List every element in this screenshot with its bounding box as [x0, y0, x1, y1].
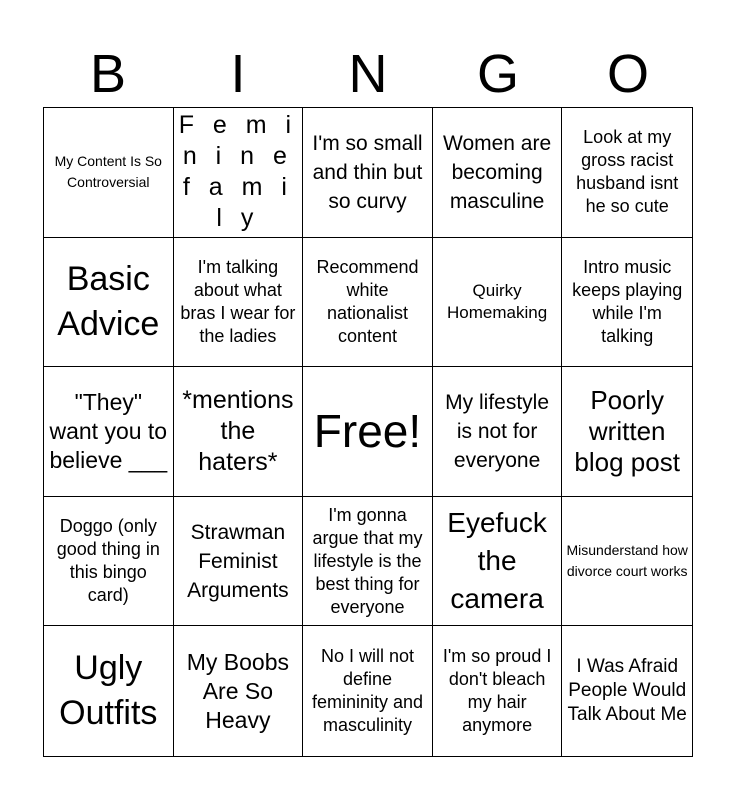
bingo-cell-text: I'm so small and thin but so curvy [312, 131, 423, 213]
bingo-cell-text: Intro music keeps playing while I'm talking [572, 256, 683, 346]
bingo-cell-text: F e m i n i n e f a m i l y [178, 111, 298, 233]
bingo-cell-text: Recommend white nationalist content [316, 256, 419, 346]
bingo-cell-text: My lifestyle is not for everyone [445, 390, 550, 472]
bingo-cell[interactable] [303, 238, 433, 368]
bingo-cell[interactable] [303, 626, 433, 756]
bingo-cell[interactable] [44, 626, 174, 756]
bingo-cell[interactable] [44, 108, 174, 238]
bingo-cell-text: Doggo (only good thing in this bingo card) [56, 516, 160, 606]
bingo-cell-text: I'm so proud I don't bleach my hair anymore [442, 646, 552, 736]
bingo-cell[interactable] [562, 108, 692, 238]
header-letter-n: N [348, 44, 388, 104]
bingo-cell-text: Quirky Homemaking [447, 280, 548, 322]
bingo-cell-text: Ugly Outfits [59, 649, 158, 733]
bingo-grid [43, 107, 693, 757]
bingo-cell[interactable] [174, 626, 304, 756]
header-letter-i: I [230, 44, 246, 104]
bingo-cell[interactable] [562, 367, 692, 497]
bingo-cell[interactable] [562, 626, 692, 756]
bingo-cell[interactable] [174, 108, 304, 238]
bingo-cell[interactable] [303, 497, 433, 627]
bingo-cell[interactable] [44, 367, 174, 497]
header-letter-b: B [89, 44, 127, 104]
bingo-cell-text: Poorly written blog post [574, 384, 680, 477]
bingo-cell-text: My Boobs Are So Heavy [186, 648, 290, 733]
bingo-cell[interactable] [562, 238, 692, 368]
header-letter-o: O [606, 44, 649, 104]
bingo-cell[interactable] [562, 497, 692, 627]
bingo-cell[interactable] [303, 108, 433, 238]
bingo-cell-text: I Was Afraid People Would Talk About Me [567, 656, 687, 726]
bingo-cell-text: I'm gonna argue that my lifestyle is the best thing for everyone [312, 504, 423, 617]
free-space-text: Free! [313, 405, 422, 458]
bingo-cell-text: No I will not define femininity and masculinity [311, 646, 424, 736]
bingo-cell[interactable] [433, 497, 563, 627]
bingo-cell[interactable] [433, 626, 563, 756]
bingo-cell-text: Basic Advice [57, 259, 160, 343]
bingo-cell-text: Look at my gross racist husband isnt he so cute [576, 127, 679, 217]
bingo-cell[interactable] [174, 497, 304, 627]
bingo-cell[interactable] [44, 497, 174, 627]
free-space-cell[interactable] [303, 367, 433, 497]
bingo-cell[interactable] [433, 238, 563, 368]
bingo-cell[interactable] [433, 367, 563, 497]
bingo-cell[interactable] [174, 238, 304, 368]
bingo-header [43, 40, 693, 108]
bingo-cell-text: *mentions the haters* [182, 385, 294, 476]
bingo-cell-text: Eyefuck the camera [447, 507, 547, 615]
bingo-cell-text: "They" want you to believe ___ [49, 388, 168, 473]
bingo-cell-text: I'm talking about what bras I wear for the ladies [180, 256, 296, 346]
bingo-cell-text: Women are becoming masculine [443, 131, 552, 213]
bingo-cell[interactable] [174, 367, 304, 497]
bingo-cell-text: Strawman Feminist Arguments [187, 520, 289, 602]
bingo-cell[interactable] [44, 238, 174, 368]
bingo-cell-text: My Content Is So Controversial [54, 153, 162, 191]
header-letter-g: G [476, 44, 519, 104]
bingo-cell[interactable] [433, 108, 563, 238]
bingo-cell-text: Misunderstand how divorce court works [566, 542, 688, 580]
